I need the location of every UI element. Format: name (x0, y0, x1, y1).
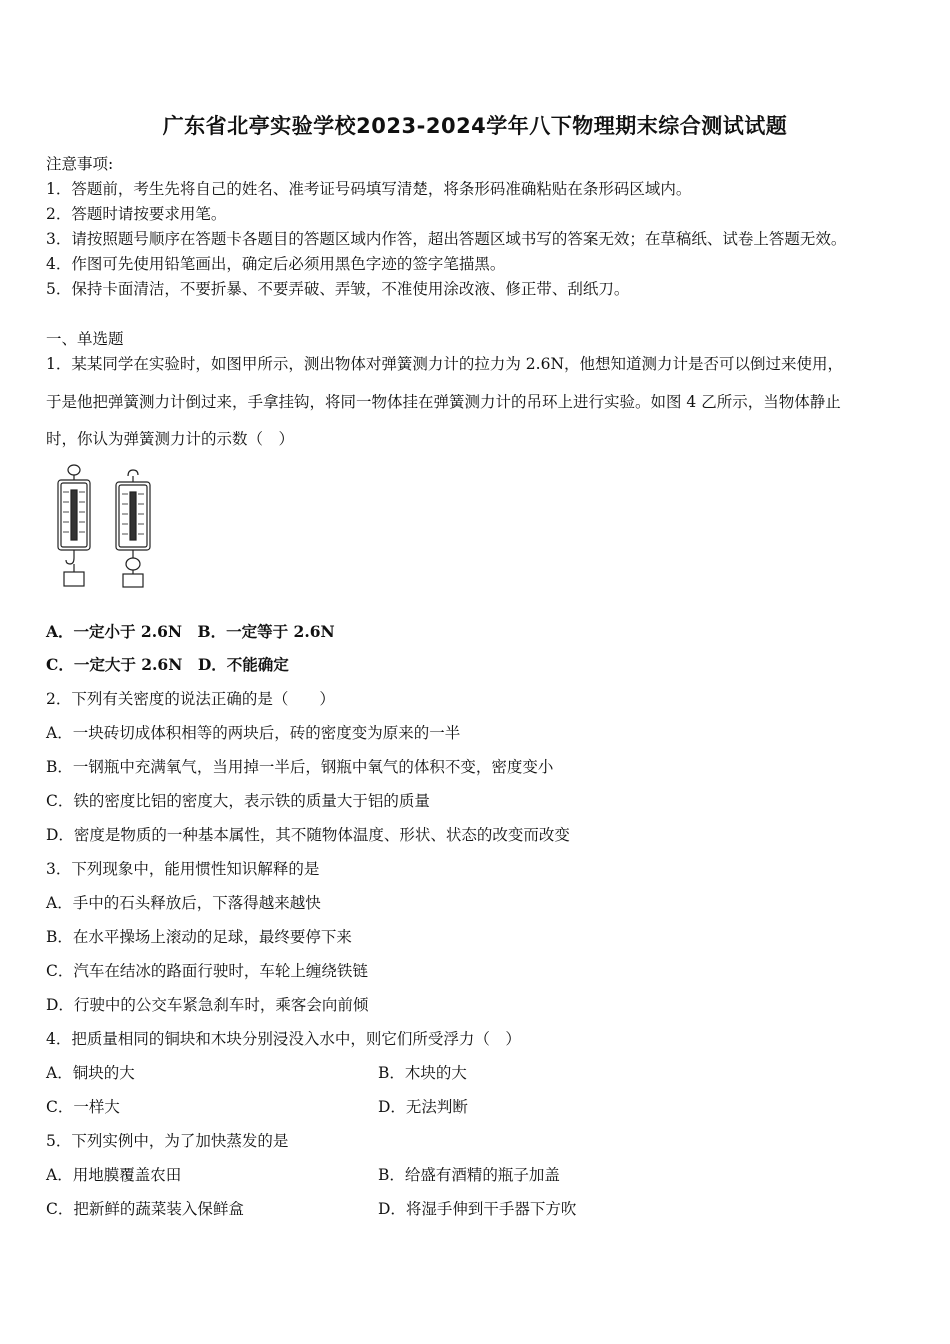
notice-heading: 注意事项: (46, 155, 114, 173)
question-1-stem: 时，你认为弹簧测力计的示数（ ） (46, 430, 295, 448)
question-3-option-c: C．汽车在结冰的路面行驶时，车轮上缠绕铁链 (46, 962, 368, 980)
question-5-option-d: D．将湿手伸到干手器下方吹 (378, 1200, 577, 1218)
question-5-option-b: B．给盛有酒精的瓶子加盖 (378, 1166, 560, 1184)
question-5-option-c: C．把新鲜的蔬菜装入保鲜盒 (46, 1200, 244, 1218)
question-5-stem: 5．下列实例中，为了加快蒸发的是 (46, 1132, 289, 1150)
question-1-options: A．一定小于 2.6N B．一定等于 2.6N (46, 622, 335, 641)
question-4-option-c: C．一样大 (46, 1098, 120, 1116)
question-2-option-a: A．一块砖切成体积相等的两块后，砖的密度变为原来的一半 (46, 724, 461, 742)
section-heading: 一、单选题 (46, 330, 124, 348)
spring-scale-figure (46, 462, 166, 590)
question-4-option-b: B．木块的大 (378, 1064, 467, 1082)
question-2-option-c: C．铁的密度比铝的密度大，表示铁的质量大于铝的质量 (46, 792, 430, 810)
question-1-stem: 于是他把弹簧测力计倒过来，手拿挂钩，将同一物体挂在弹簧测力计的吊环上进行实验。如图 4 乙所示，当物体静止 (46, 393, 841, 411)
question-4-option-a: A．铜块的大 (46, 1064, 135, 1082)
question-1-stem: 1．某某同学在实验时，如图甲所示，测出物体对弹簧测力计的拉力为 2.6N，他想知道测力计是否可以倒过来使用， (46, 355, 844, 373)
notice-item: 2．答题时请按要求用笔。 (46, 205, 227, 223)
question-3-option-d: D．行驶中的公交车紧急刹车时，乘客会向前倾 (46, 996, 369, 1014)
question-3-option-b: B．在水平操场上滚动的足球，最终要停下来 (46, 928, 352, 946)
question-3-stem: 3．下列现象中，能用惯性知识解释的是 (46, 860, 320, 878)
question-4-stem: 4．把质量相同的铜块和木块分别浸没入水中，则它们所受浮力（ ） (46, 1030, 521, 1048)
notice-item: 3．请按照题号顺序在答题卡各题目的答题区域内作答，超出答题区域书写的答案无效；在草稿纸、试卷上答题无效。 (46, 230, 847, 248)
question-2-option-d: D．密度是物质的一种基本属性，其不随物体温度、形状、状态的改变而改变 (46, 826, 570, 844)
question-5-option-a: A．用地膜覆盖农田 (46, 1166, 182, 1184)
notice-item: 4．作图可先使用铅笔画出，确定后必须用黑色字迹的签字笔描黑。 (46, 255, 506, 273)
notice-item: 1．答题前，考生先将自己的姓名、准考证号码填写清楚，将条形码准确粘贴在条形码区域内。 (46, 180, 692, 198)
notice-item: 5．保持卡面清洁，不要折暴、不要弄破、弄皱，不准使用涂改液、修正带、刮纸刀。 (46, 280, 630, 298)
question-1-options: C．一定大于 2.6N D．不能确定 (46, 655, 289, 674)
question-2-option-b: B．一钢瓶中充满氧气，当用掉一半后，钢瓶中氧气的体积不变，密度变小 (46, 758, 554, 776)
question-4-option-d: D．无法判断 (378, 1098, 468, 1116)
question-2-stem: 2．下列有关密度的说法正确的是（ ） (46, 690, 335, 708)
page-title: 广东省北亭实验学校2023-2024学年八下物理期末综合测试试题 (162, 114, 788, 138)
question-3-option-a: A．手中的石头释放后，下落得越来越快 (46, 894, 321, 912)
